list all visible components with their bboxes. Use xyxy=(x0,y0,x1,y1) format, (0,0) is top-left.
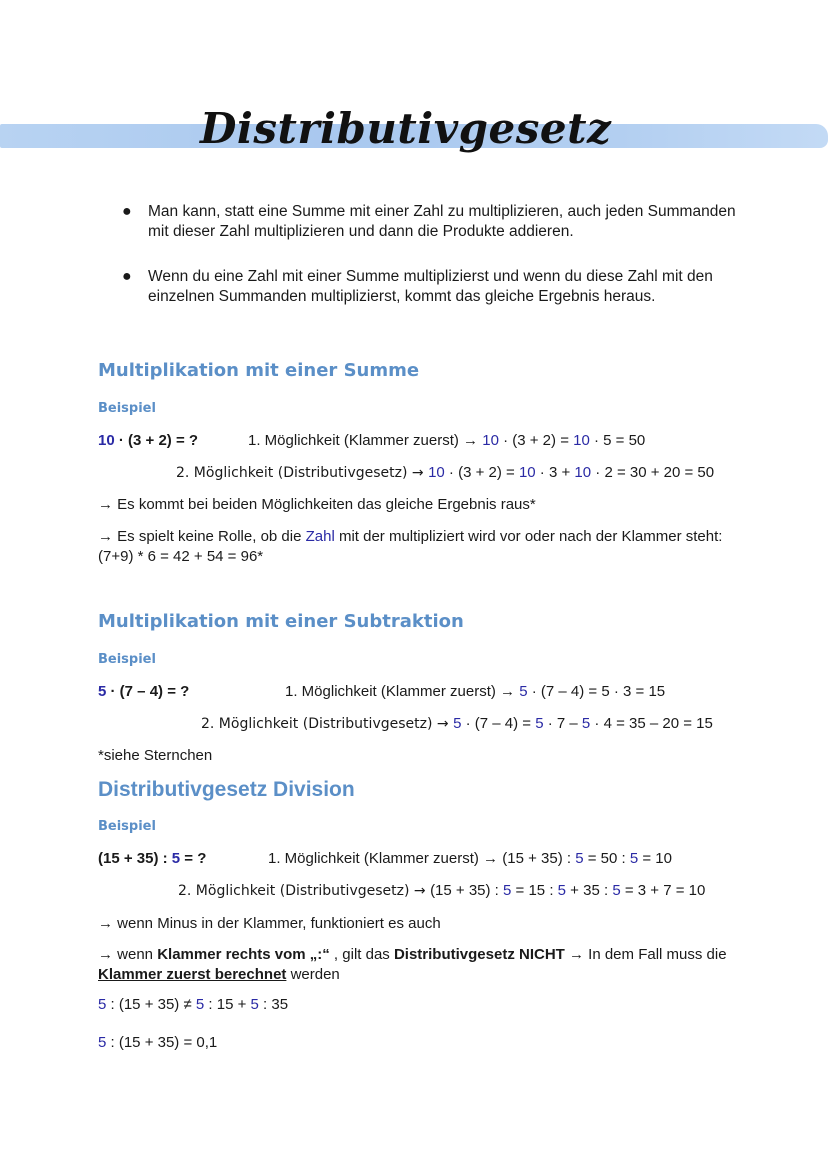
list-item xyxy=(120,202,740,242)
method-label: 2. Möglichkeit (Distributivgesetz) → xyxy=(176,465,429,481)
section-heading-division: Distributivgesetz Division xyxy=(98,778,355,801)
note-text: → Es kommt bei beiden Möglichkeiten das gleiche Ergebnis raus* xyxy=(98,496,536,513)
equation-number: 5 xyxy=(98,683,107,700)
example-equation xyxy=(98,850,206,867)
method-label: 1. Möglichkeit (Klammer zuerst) → xyxy=(248,432,483,449)
method-label: 1. Möglichkeit (Klammer zuerst) → xyxy=(268,850,503,867)
method-label: 2. Möglichkeit (Distributivgesetz) → xyxy=(201,716,454,732)
bullet-icon: ● xyxy=(122,203,132,220)
method-label: 2. Möglichkeit (Distributivgesetz) → xyxy=(178,883,431,899)
note-part: mit der multipliziert wird vor oder nach der Klammer steht: (7+9) * 6 = 42 + 54 = 96* xyxy=(98,528,723,565)
equation-text: = 10 xyxy=(638,850,672,867)
note-part: → wenn xyxy=(98,946,158,963)
equation-text: : 15 + xyxy=(204,996,251,1013)
note-text xyxy=(98,945,738,985)
bullet-text: Man kann, statt eine Summe mit einer Zahl zu multiplizieren, auch jeden Summanden mit dieser Zahl multiplizieren und dann die Produkte addieren. xyxy=(148,203,736,240)
equation-number: 5 xyxy=(519,683,528,700)
equation-number: 5 xyxy=(250,996,259,1013)
note-highlight: Zahl xyxy=(305,528,335,545)
example-equation xyxy=(98,432,198,449)
equation-text: : 35 xyxy=(258,996,289,1013)
note-text xyxy=(98,527,738,567)
equation-number: 5 xyxy=(612,882,621,899)
equation-number: 5 xyxy=(575,850,584,867)
equation-text: = 50 : xyxy=(583,850,630,867)
equation-text: + 35 : xyxy=(566,882,613,899)
section-heading-sum: Multiplikation mit einer Summe xyxy=(98,360,420,381)
equation-number: 5 xyxy=(535,715,544,732)
footnote-text: *siehe Sternchen xyxy=(98,747,213,764)
equation-number: 5 xyxy=(171,850,181,867)
equation-text: · (3 + 2) = xyxy=(444,464,519,481)
equation-text: (15 + 35) : xyxy=(430,882,504,899)
equation-text: : (15 + 35) = 0,1 xyxy=(106,1034,218,1051)
equation-number: 10 xyxy=(98,432,115,449)
note-part: → In dem Fall muss die xyxy=(564,946,727,963)
equation-number: 5 xyxy=(98,1034,107,1051)
equation-text: · (7 – 4) = ? xyxy=(106,683,190,700)
note-part: , gilt das xyxy=(329,946,394,963)
section-heading-subtraction: Multiplikation mit einer Subtraktion xyxy=(98,611,464,632)
equation-number: 5 xyxy=(195,996,205,1013)
equation-text: · 7 – xyxy=(543,715,582,732)
bullet-text: Wenn du eine Zahl mit einer Summe multiplizierst und wenn du diese Zahl mit den einzelnen Summanden multiplizierst, kommt das gleiche Ergebnis heraus. xyxy=(148,268,713,305)
equation-number: 10 xyxy=(574,464,592,481)
example-label: Beispiel xyxy=(98,819,156,834)
intro-bullet-list xyxy=(120,202,740,332)
method-1-line xyxy=(285,683,665,700)
equation-text: · 2 = 30 + 20 = 50 xyxy=(591,464,715,481)
equation-text: · 5 = 50 xyxy=(589,432,646,449)
equation-text: : (15 + 35) ≠ xyxy=(106,996,196,1013)
equation-text: · (3 + 2) = xyxy=(498,432,574,449)
equation-number: 10 xyxy=(573,432,590,449)
equation-number: 5 xyxy=(453,715,462,732)
note-emphasis-underlined: Klammer zuerst berechnet xyxy=(98,966,287,983)
equation-text: = 3 + 7 = 10 xyxy=(620,882,706,899)
list-item xyxy=(120,267,740,307)
division-example-line xyxy=(98,1034,217,1051)
note-emphasis: Klammer rechts vom „:“ xyxy=(157,946,330,963)
method-1-line xyxy=(268,850,672,867)
method-2-line xyxy=(201,715,713,732)
equation-text: = ? xyxy=(180,850,207,867)
note-text: → wenn Minus in der Klammer, funktioniert es auch xyxy=(98,915,441,932)
equation-text: = 15 : xyxy=(511,882,558,899)
equation-number: 5 xyxy=(557,882,567,899)
note-part: → Es spielt keine Rolle, ob die xyxy=(98,528,306,545)
equation-number: 5 xyxy=(629,850,639,867)
equation-number: 10 xyxy=(482,432,499,449)
equation-number: 5 xyxy=(581,715,591,732)
equation-text: · (7 – 4) = 5 · 3 = 15 xyxy=(527,683,666,700)
example-equation xyxy=(98,683,189,700)
equation-text: · 3 + xyxy=(535,464,575,481)
equation-number: 10 xyxy=(428,464,445,481)
example-label: Beispiel xyxy=(98,401,156,416)
equation-text: · (3 + 2) = ? xyxy=(114,432,199,449)
note-emphasis: Distributivgesetz NICHT xyxy=(393,946,565,963)
equation-text: · (7 – 4) = xyxy=(461,715,536,732)
method-2-line xyxy=(178,882,705,899)
equation-number: 5 xyxy=(98,996,107,1013)
equation-number: 5 xyxy=(503,882,512,899)
page-title: Distributivgesetz xyxy=(200,104,612,153)
equation-text: · 4 = 35 – 20 = 15 xyxy=(590,715,713,732)
example-label: Beispiel xyxy=(98,652,156,667)
method-1-line xyxy=(248,432,645,449)
division-example-line xyxy=(98,996,288,1013)
equation-number: 10 xyxy=(518,464,536,481)
equation-text: (15 + 35) : xyxy=(502,850,576,867)
method-2-line xyxy=(176,464,714,481)
bullet-icon: ● xyxy=(122,268,132,285)
equation-text: (15 + 35) : xyxy=(98,850,172,867)
note-part: werden xyxy=(286,966,340,983)
method-label: 1. Möglichkeit (Klammer zuerst) → xyxy=(285,683,520,700)
